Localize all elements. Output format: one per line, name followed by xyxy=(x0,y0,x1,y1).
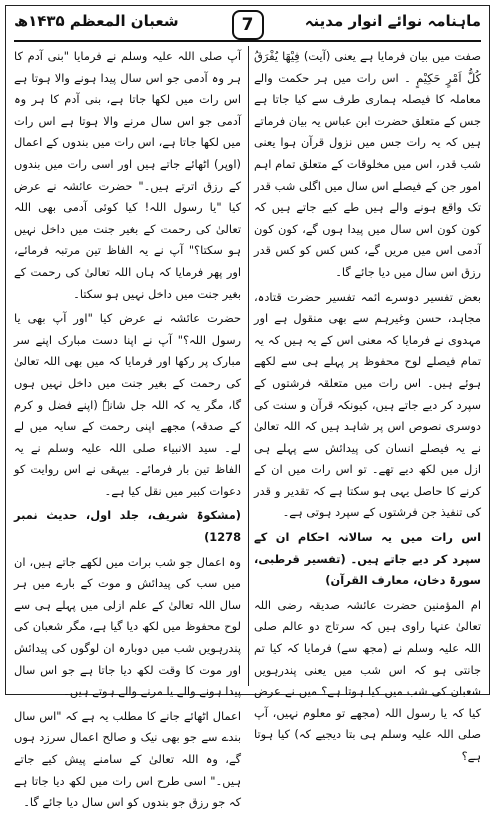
paragraph: ام المؤمنین حضرت عائشہ صدیقہ رضی اللہ تعالیٰ عنہا راوی ہیں کہ سرتاج دو عالم صلی اللہ علیہ وسلم نے (مجھ سے) فرمایا کہ کیا تم جانتی ہو کہ اس شب میں یعنی پندرہویں شعبان کی شب میں کیا ہوتا ہے؟ میں نے عرض کیا کہ یا رسول اللہ (مجھے تو معلوم نہیں، آپ صلی اللہ علیہ وسلم ہی بتا دیجیے کہ) کیا ہوتا ہے؟ xyxy=(254,597,481,763)
page-header xyxy=(14,10,481,40)
paragraph: اس رات میں یہ سالانہ احکام ان کے سپرد کر دیے جاتے ہیں۔ (تفسیر قرطبی، سورۃ دخان، معارف القرآن) xyxy=(254,530,481,588)
paragraph: صفت میں بیان فرمایا ہے یعنی (آیت) فِیْھَا یُفْرَقُ کُلُّ اَمْرٍ حَکِیْمٍ ۔ اس رات میں ہر حکمت والے معاملہ کا فیصلہ ہماری طرف سے کیا جاتا ہے جس کے متعلق حضرت ابن عباس یہ بیان فرماتے ہیں کہ یہ رات جس میں نزول قرآن ہوا یعنی شب قدر، اس میں مخلوقات کے متعلق تمام اہم امور جن کے فیصلے اس سال میں اگلی شب قدر تک واقع ہونے والے ہیں طے کیے جاتے ہیں کہ کون کون اس سال میں پیدا ہوں گے، کون کون آدمی اس میں مریں گے، کس کس کو کس قدر رزق اس سال میں دیا جائے گا۔ xyxy=(254,49,481,279)
page-number: 7 xyxy=(232,10,264,40)
issue-date: شعبان المعظم ۱۴۳۵ھ xyxy=(14,12,179,30)
paragraph: وہ اعمال جو شب برات میں لکھے جاتے ہیں، ان میں سب کی پیدائش و موت کے بارے میں ہر سال اللہ تعالیٰ کے علم ازلی میں پہلے ہی سے لوح محفوظ میں لکھ دیا گیا ہے، مگر شعبان کی پندرہویں شب میں دوبارہ ان لوگوں کی پیدائش اور موت کا وقت لکھ دیا جاتا ہے جو اس سال پیدا ہونے والے یا مرنے والے ہوتے ہیں۔ xyxy=(14,554,241,699)
paragraph: بعض تفسیر دوسرے ائمہ تفسیر حضرت قتادہ، مجاہد، حسن وغیرہم سے بھی منقول ہے اور مہدوی نے فرمایا کہ معنی اس کے یہ ہیں کہ یہ تمام فیصلے لوح محفوظ پر پہلے ہی سے لکھے ہوئے ہیں۔ اس رات میں متعلقہ فرشتوں کے سپرد کر دیے جاتے ہیں، کیونکہ قرآن و سنت کی دوسری نصوص اس پر شاہد ہیں کہ اللہ تعالیٰ نے یہ فیصلے انسان کی پیدائش سے پہلے ہی ازل میں لکھ دیے تھے۔ تو اس رات میں ان کے کرنے کا حاصل یہی ہو سکتا ہے کہ تقدیر و قدر کی تنفیذ جن فرشتوں کے سپرد ہوتی ہے۔ xyxy=(254,289,481,520)
text-column-left xyxy=(14,46,241,810)
header-rule xyxy=(14,40,481,42)
column-divider xyxy=(248,46,249,686)
paragraph: آپ صلی اللہ علیہ وسلم نے فرمایا "بنی آدم کا ہر وہ آدمی جو اس سال پیدا ہونے والا ہوتا ہے اس رات میں لکھا جاتا ہے، بنی آدم کا ہر وہ آدمی جو اس سال مرنے والا ہوتا ہے اس رات میں لکھا جاتا ہے، اس رات میں بندوں کے اعمال (اوپر) اٹھائے جاتے ہیں اور اسی رات میں بندوں کے رزق اترتے ہیں۔" حضرت عائشہ نے عرض کیا "یا رسول اللہ! کیا کوئی آدمی بھی اللہ تعالیٰ کی رحمت کے بغیر جنت میں داخل نہیں ہو سکتا؟" آپ نے یہ الفاظ تین مرتبہ فرمائے، اور پھر فرمایا کہ ہاں اللہ تعالیٰ کی رحمت کے بغیر جنت میں داخل نہیں ہو سکتا۔ xyxy=(14,49,241,301)
paragraph: حضرت عائشہ نے عرض کیا "اور آپ بھی یا رسول اللہ؟" آپ نے اپنا دست مبارک اپنے سر مبارک پر رکھا اور فرمایا کہ میں بھی اللہ تعالیٰ کی رحمت کے بغیر جنت میں داخل نہیں ہوں گا، مگر یہ کہ اللہ جل شانہٗ (اپنے فضل و کرم کے صدقہ) مجھے اپنی رحمت کے سایہ میں لے لے۔ سید الانبیاء صلی اللہ علیہ وسلم نے یہ الفاظ تین بار فرمائے۔ بیہقی نے اس روایت کو دعوات کبیر میں نقل کیا ہے۔ xyxy=(14,311,241,498)
magazine-title: ماہنامہ نوائے انوار مدینہ xyxy=(304,12,481,30)
text-column-right xyxy=(254,46,481,763)
hadith-reference: (مشکوۃ شریف، جلد اول، حدیث نمبر 1278) xyxy=(14,508,241,545)
magazine-page xyxy=(5,5,490,810)
paragraph: اعمال اٹھائے جانے کا مطلب یہ ہے کہ "اس سال بندے سے جو بھی نیک و صالح اعمال سرزد ہوں گے، وہ اللہ تعالیٰ کے سامنے پیش کیے جاتے ہیں۔" اسی طرح اس رات میں لکھ دیا جاتا ہے کہ جو رزق جو بندوں کو اس سال دیا جائے گا۔ xyxy=(14,708,241,810)
